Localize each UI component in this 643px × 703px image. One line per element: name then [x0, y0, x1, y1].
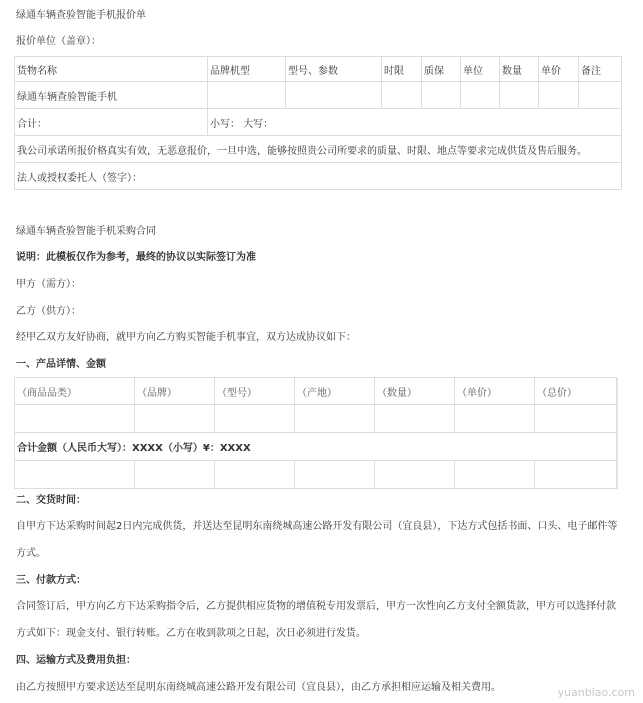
- empty-cell: [500, 82, 539, 109]
- header-cell: 型号、参数: [286, 57, 382, 82]
- header-cell: 单位: [461, 57, 500, 82]
- empty-cell: [15, 461, 135, 489]
- empty-cell: [579, 82, 622, 109]
- transport-line: 由乙方按照甲方要求送达至昆明东南绕城高速公路开发有限公司（宜良县），由乙方承担相应运输及相关费用。: [16, 682, 501, 693]
- total-label-cell: 合计：: [15, 109, 208, 136]
- product-amount-row: [15, 433, 617, 461]
- contract-intro: 经甲乙双方友好协商，就甲方向乙方购买智能手机事宜，双方达成协议如下：: [16, 332, 356, 343]
- quote-item-row: [15, 82, 622, 109]
- product-table: [14, 377, 617, 489]
- delivery-line-1: 自甲方下达采购时间起2日内完成供货，并送达至昆明东南绕城高速公路开发有限公司（宜良县），下达方式包括书面、口头、电子邮件等: [16, 521, 618, 532]
- product-header-row: [15, 378, 617, 405]
- contract-title: 绿通车辆查验智能手机采购合同: [16, 226, 156, 237]
- header-cell: 数量: [500, 57, 539, 82]
- empty-cell: [455, 461, 535, 489]
- quote-title: 绿通车辆查验智能手机报价单: [16, 10, 146, 21]
- empty-cell: [539, 82, 579, 109]
- quote-total-row: [15, 109, 622, 136]
- quote-table: [14, 56, 622, 190]
- empty-cell: [286, 82, 382, 109]
- payment-line-1: 合同签订后，甲方向乙方下达采购指令后，乙方提供相应货物的增值税专用发票后，甲方一次性向乙方支付全额货款，甲方可以选择付款: [16, 601, 616, 612]
- section-4-heading: 四、运输方式及费用负担：: [16, 655, 136, 666]
- header-cell: 单价: [539, 57, 579, 82]
- amount-value: XXXX: [219, 443, 251, 454]
- empty-cell: [382, 82, 422, 109]
- header-cell: 质保: [422, 57, 461, 82]
- quote-promise-row: [15, 136, 622, 163]
- empty-cell: [455, 405, 535, 433]
- empty-cell: [535, 405, 617, 433]
- delivery-line-2: 方式。: [16, 548, 46, 559]
- section-3-heading: 三、付款方式：: [16, 575, 86, 586]
- empty-cell: [215, 405, 295, 433]
- quote-header-row: [15, 57, 622, 82]
- empty-cell: [535, 461, 617, 489]
- empty-cell: [215, 461, 295, 489]
- empty-cell: [422, 82, 461, 109]
- empty-cell: [295, 461, 375, 489]
- header-cell: 货物名称: [15, 57, 208, 82]
- product-header-cell: （品牌）: [135, 378, 215, 405]
- product-header-cell: （数量）: [375, 378, 455, 405]
- product-header-cell: （型号）: [215, 378, 295, 405]
- header-cell: 备注: [579, 57, 622, 82]
- promise-cell: 我公司承诺所报价格真实有效，无恶意报价，一旦中选，能够按照贵公司所要求的质量、时限、地点等要求完成供货及售后服务。: [15, 136, 622, 163]
- product-header-cell: （商品品类）: [15, 378, 135, 405]
- contract-note: 说明：此模板仅作为参考，最终的协议以实际签订为准: [16, 252, 256, 263]
- header-cell: 时限: [382, 57, 422, 82]
- product-empty-row: [15, 405, 617, 433]
- party-b-label: 乙方（供方）：: [16, 306, 81, 317]
- empty-cell: [375, 461, 455, 489]
- amount-prefix: 合计金额（人民币大写）：XXXX（小写）¥：: [17, 443, 220, 454]
- total-words-cell: 小写： 大写：: [208, 109, 622, 136]
- quote-signer-row: [15, 163, 622, 190]
- empty-cell: [208, 82, 286, 109]
- amount-cell: [15, 433, 617, 461]
- section-2-heading: 二、交货时间：: [16, 495, 86, 506]
- section-1-heading: 一、产品详情、金额: [16, 359, 106, 370]
- empty-cell: [375, 405, 455, 433]
- empty-cell: [461, 82, 500, 109]
- product-empty-row: [15, 461, 617, 489]
- party-a-label: 甲方（需方）：: [16, 279, 81, 290]
- quote-unit-label: 报价单位（盖章）：: [16, 36, 101, 47]
- empty-cell: [15, 405, 135, 433]
- site-watermark: yuanbiao.com: [557, 686, 635, 699]
- empty-cell: [135, 405, 215, 433]
- product-header-cell: （产地）: [295, 378, 375, 405]
- payment-line-2: 方式如下：现金支付、银行转账。乙方在收到款项之日起，次日必须进行发货。: [16, 628, 366, 639]
- signer-cell: 法人或授权委托人（签字）：: [15, 163, 622, 190]
- product-header-cell: （单价）: [455, 378, 535, 405]
- header-cell: 品牌机型: [208, 57, 286, 82]
- product-header-cell: （总价）: [535, 378, 617, 405]
- empty-cell: [295, 405, 375, 433]
- empty-cell: [135, 461, 215, 489]
- item-name-cell: 绿通车辆查验智能手机: [15, 82, 208, 109]
